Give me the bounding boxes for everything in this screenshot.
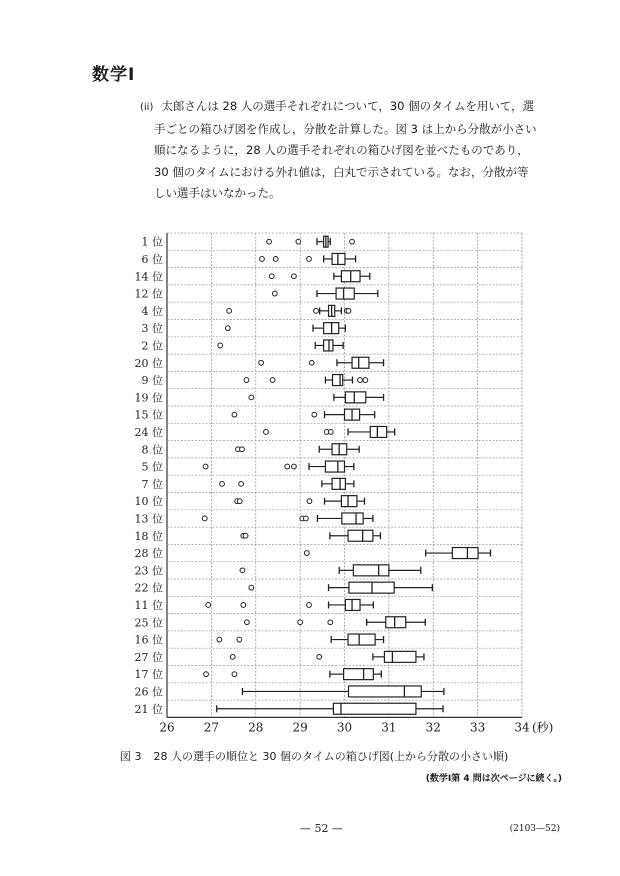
row-label: 22 位	[134, 581, 163, 595]
outlier-point	[270, 378, 275, 383]
boxplot-row	[204, 669, 382, 680]
outlier-point	[237, 499, 242, 504]
boxplot-row	[220, 478, 354, 489]
boxplot-row	[260, 253, 356, 264]
x-axis	[159, 719, 553, 734]
figure-caption	[120, 748, 508, 764]
iqr-box	[370, 426, 386, 437]
outlier-point	[307, 603, 312, 608]
page-number: — 52 —	[300, 822, 343, 835]
x-axis-unit-label: (秒)	[532, 720, 554, 735]
x-tick-label: 31	[381, 720, 397, 735]
row-label: 28 位	[134, 547, 163, 561]
row-label: 21 位	[134, 702, 163, 716]
outlier-point	[307, 257, 312, 262]
boxplot-row	[272, 288, 377, 299]
iqr-box	[342, 513, 363, 524]
iqr-box	[345, 599, 360, 610]
row-label: 5 位	[141, 460, 163, 474]
iqr-box	[345, 392, 365, 403]
outlier-point	[230, 654, 235, 659]
outlier-point	[358, 378, 363, 383]
boxplot-row	[235, 496, 365, 507]
x-tick-label: 33	[469, 720, 486, 735]
outlier-point	[260, 257, 265, 262]
iqr-box	[341, 496, 357, 507]
boxplot-row	[242, 686, 443, 697]
outlier-point	[239, 481, 244, 486]
iqr-box	[336, 288, 354, 299]
row-label: 8 位	[141, 443, 163, 457]
iqr-box	[325, 461, 344, 472]
x-tick-label: 32	[425, 720, 441, 735]
iqr-box	[344, 669, 374, 680]
boxplot-row	[232, 409, 375, 420]
row-label: 20 位	[134, 356, 163, 370]
grid-layer	[167, 233, 522, 717]
outlier-point	[249, 395, 254, 400]
iqr-box	[352, 357, 369, 368]
boxplot-row	[244, 617, 425, 628]
x-tick-label: 30	[336, 720, 353, 735]
boxplot-row	[244, 375, 368, 386]
outlier-point	[241, 603, 246, 608]
x-tick-label: 27	[203, 720, 220, 735]
iqr-box	[333, 703, 416, 714]
page-code: (2103—52)	[509, 824, 560, 834]
outlier-point	[304, 551, 309, 556]
iqr-box	[348, 686, 421, 697]
row-label: 10 位	[134, 495, 163, 509]
row-label: 1 位	[141, 235, 163, 249]
outlier-point	[273, 257, 278, 262]
x-tick-label: 28	[248, 720, 264, 735]
problem-line-4: 30 個のタイムにおける外れ値は，白丸で示されている。なお，分散が等	[154, 164, 529, 179]
iqr-box	[384, 651, 416, 662]
row-label: 26 位	[134, 685, 163, 699]
outlier-point	[317, 654, 322, 659]
boxplot-row	[249, 582, 432, 593]
outlier-point	[240, 568, 245, 573]
row-label: 14 位	[134, 270, 163, 284]
outlier-point	[269, 274, 274, 279]
iqr-box	[332, 253, 345, 264]
boxplot-row	[269, 271, 369, 282]
boxplot-row	[225, 323, 345, 334]
boxplot-row	[217, 703, 443, 714]
x-tick-label: 26	[159, 720, 175, 735]
x-tick-label: 34	[514, 720, 530, 735]
iqr-box	[452, 548, 478, 559]
boxplot-row	[202, 513, 373, 524]
boxplot-row	[218, 340, 343, 351]
outlier-point	[232, 412, 237, 417]
problem-line-2: 手ごとの箱ひげ図を作成し，分散を計算した。図 3 は上から分散が小さい	[154, 121, 537, 136]
outlier-point	[217, 637, 222, 642]
outlier-point	[206, 603, 211, 608]
row-label: 9 位	[141, 374, 163, 388]
row-label: 3 位	[141, 322, 163, 336]
outlier-point	[298, 620, 303, 625]
outlier-point	[312, 412, 317, 417]
outlier-point	[227, 308, 232, 313]
row-label: 16 位	[134, 633, 163, 647]
boxplot-row	[249, 392, 384, 403]
outlier-point	[303, 516, 308, 521]
outlier-point	[309, 360, 314, 365]
row-label: 17 位	[134, 668, 163, 682]
iqr-box	[348, 530, 373, 541]
outlier-point	[204, 672, 209, 677]
outlier-point	[232, 672, 237, 677]
boxplot-row	[206, 599, 373, 610]
row-label: 24 位	[134, 425, 163, 439]
outlier-point	[203, 464, 208, 469]
outlier-point	[202, 516, 207, 521]
outlier-point	[267, 239, 272, 244]
row-labels	[135, 236, 164, 716]
row-label: 11 位	[134, 598, 163, 612]
section-title: 数学Ⅰ	[92, 65, 136, 85]
row-label: 25 位	[134, 616, 163, 630]
outlier-point	[249, 585, 254, 590]
boxplot-row	[227, 305, 351, 316]
row-label: 13 位	[134, 512, 163, 526]
boxplot-row	[230, 651, 424, 662]
outlier-point	[225, 326, 230, 331]
continue-note: (数学Ⅰ第 4 問は次ページに続く。)	[425, 774, 562, 784]
outlier-point	[259, 360, 264, 365]
row-label: 27 位	[134, 650, 163, 664]
boxplot-row	[236, 444, 360, 455]
boxplot-row	[304, 548, 490, 559]
row-label: 23 位	[134, 564, 163, 578]
outlier-point	[328, 430, 333, 435]
problem-line-1: (ii) 太郎さんは 28 人の選手それぞれについて，30 個のタイムを用いて，選	[140, 99, 535, 113]
outlier-point	[244, 620, 249, 625]
outlier-point	[264, 430, 269, 435]
boxplot-row	[259, 357, 384, 368]
row-label: 7 位	[141, 477, 163, 491]
outlier-point	[292, 464, 297, 469]
outlier-point	[350, 239, 355, 244]
iqr-box	[333, 375, 343, 386]
problem-line-3: 順になるように，28 人の選手それぞれの箱ひげ図を並べたものであり，	[154, 143, 529, 157]
outlier-point	[307, 499, 312, 504]
iqr-box	[353, 565, 389, 576]
boxplot-row	[264, 426, 395, 437]
outlier-point	[220, 481, 225, 486]
row-label: 19 位	[134, 391, 163, 405]
boxplot-row	[203, 461, 354, 472]
iqr-box	[324, 340, 333, 351]
boxplot-row	[241, 530, 381, 541]
outlier-point	[292, 274, 297, 279]
problem-number: (ii)	[140, 102, 154, 113]
caption-text: 28 人の選手の順位と 30 個のタイムの箱ひげ図(上から分散の小さい順)	[153, 750, 509, 763]
row-label: 18 位	[134, 529, 163, 543]
row-label: 15 位	[134, 408, 163, 422]
boxplot-row	[240, 565, 421, 576]
outlier-point	[237, 637, 242, 642]
outlier-point	[346, 308, 351, 313]
row-label: 4 位	[141, 304, 163, 318]
outlier-point	[240, 447, 245, 452]
outlier-point	[285, 464, 290, 469]
outlier-point	[296, 239, 301, 244]
outlier-point	[363, 378, 368, 383]
row-label: 12 位	[134, 287, 163, 301]
iqr-box	[386, 617, 406, 628]
row-label: 6 位	[141, 252, 163, 266]
problem-line-5: しい選手はいなかった。	[154, 186, 281, 200]
outlier-point	[314, 308, 319, 313]
x-tick-label: 29	[292, 720, 308, 735]
outlier-point	[272, 291, 277, 296]
outlier-point	[243, 533, 248, 538]
outlier-point	[244, 378, 249, 383]
iqr-box	[332, 478, 345, 489]
iqr-box	[348, 634, 375, 645]
outlier-point	[328, 620, 333, 625]
figure-label: 図 3	[120, 750, 142, 763]
outlier-point	[218, 343, 223, 348]
boxplot-row	[267, 236, 355, 247]
row-label: 2 位	[141, 339, 163, 353]
